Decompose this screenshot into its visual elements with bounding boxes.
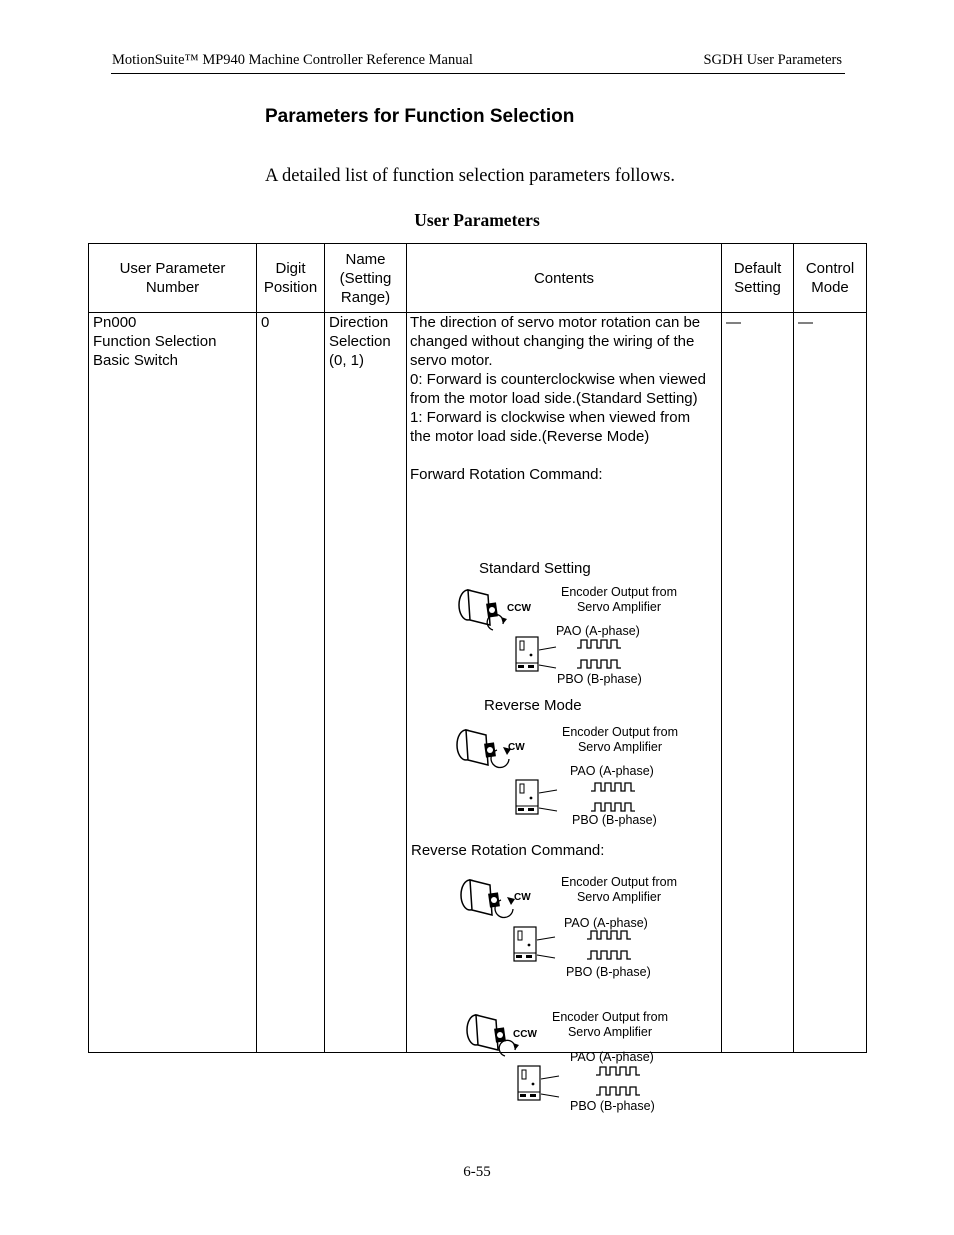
pb-phase-label: PBO (B-phase) (572, 813, 657, 827)
cell-default-setting: — (722, 313, 794, 1053)
col-header-param-number: User Parameter Number (89, 244, 257, 313)
manual-title: MotionSuite™ MP940 Machine Controller Reference Manual (112, 52, 473, 68)
name-line: Direction (329, 314, 389, 331)
col-header-name: Name (Setting Range) (325, 244, 407, 313)
contents-line: The direction of servo motor rotation can be (410, 314, 701, 331)
intro-paragraph: A detailed list of function selection parameters follows. (265, 166, 675, 186)
pb-phase-label: PBO (B-phase) (570, 1099, 655, 1113)
table-header-row (89, 244, 867, 313)
encoder-output-label: Encoder Output from Servo Amplifier (560, 875, 678, 904)
name-line: (0, 1) (329, 352, 365, 369)
encoder-output-label: Encoder Output from Servo Amplifier (560, 585, 678, 614)
name-line: Selection (329, 333, 391, 350)
direction-label: CW (508, 742, 525, 753)
table-row (89, 313, 867, 1053)
section-name: SGDH User Parameters (703, 52, 842, 68)
reverse-rotation-diagram-2 (465, 1010, 695, 1113)
cell-contents (407, 313, 722, 1113)
direction-label: CCW (507, 603, 531, 614)
pa-phase-label: PAO (A-phase) (564, 916, 648, 930)
param-name-line: Basic Switch (93, 352, 179, 369)
cell-param-number (89, 313, 257, 1053)
running-header (111, 51, 845, 74)
forward-rotation-label: Forward Rotation Command: (410, 466, 603, 483)
direction-label: CW (514, 892, 531, 903)
pa-phase-label: PAO (A-phase) (570, 764, 654, 778)
col-header-digit-position: Digit Position (257, 244, 325, 313)
standard-setting-diagram (457, 585, 687, 685)
standard-setting-label: Standard Setting (479, 560, 591, 577)
cell-control-mode: — (794, 313, 867, 1053)
contents-line: from the motor load side.(Standard Setting) (410, 390, 698, 407)
direction-label: CCW (513, 1029, 537, 1040)
reverse-mode-label: Reverse Mode (484, 697, 582, 714)
pb-phase-label: PBO (B-phase) (566, 965, 651, 979)
reverse-rotation-diagram-1 (459, 875, 689, 979)
pb-phase-label: PBO (B-phase) (557, 672, 642, 686)
pa-phase-label: PAO (A-phase) (570, 1050, 654, 1064)
table-title: User Parameters (414, 210, 540, 230)
reverse-rotation-label: Reverse Rotation Command: (411, 842, 605, 859)
cell-name (325, 313, 407, 1053)
encoder-output-label: Encoder Output from Servo Amplifier (551, 1010, 669, 1039)
encoder-output-label: Encoder Output from Servo Amplifier (561, 725, 679, 754)
col-header-default: Default Setting (722, 244, 794, 313)
page-number: 6-55 (463, 1164, 491, 1180)
col-header-control-mode: Control Mode (794, 244, 867, 313)
param-number: Pn000 (93, 314, 137, 331)
contents-line: 1: Forward is clockwise when viewed from (410, 409, 691, 426)
contents-line: changed without changing the wiring of the (410, 333, 695, 350)
contents-line (410, 446, 718, 465)
cell-digit-position: 0 (257, 313, 325, 1053)
section-heading: Parameters for Function Selection (265, 106, 575, 127)
contents-line: the motor load side.(Reverse Mode) (410, 428, 650, 445)
col-header-contents: Contents (407, 244, 722, 313)
contents-line: 0: Forward is counterclockwise when viewed (410, 371, 706, 388)
contents-line: servo motor. (410, 352, 493, 369)
reverse-mode-diagram (455, 725, 685, 825)
pa-phase-label: PAO (A-phase) (556, 624, 640, 638)
user-parameters-table (88, 243, 867, 1113)
param-name-line: Function Selection (93, 333, 217, 350)
